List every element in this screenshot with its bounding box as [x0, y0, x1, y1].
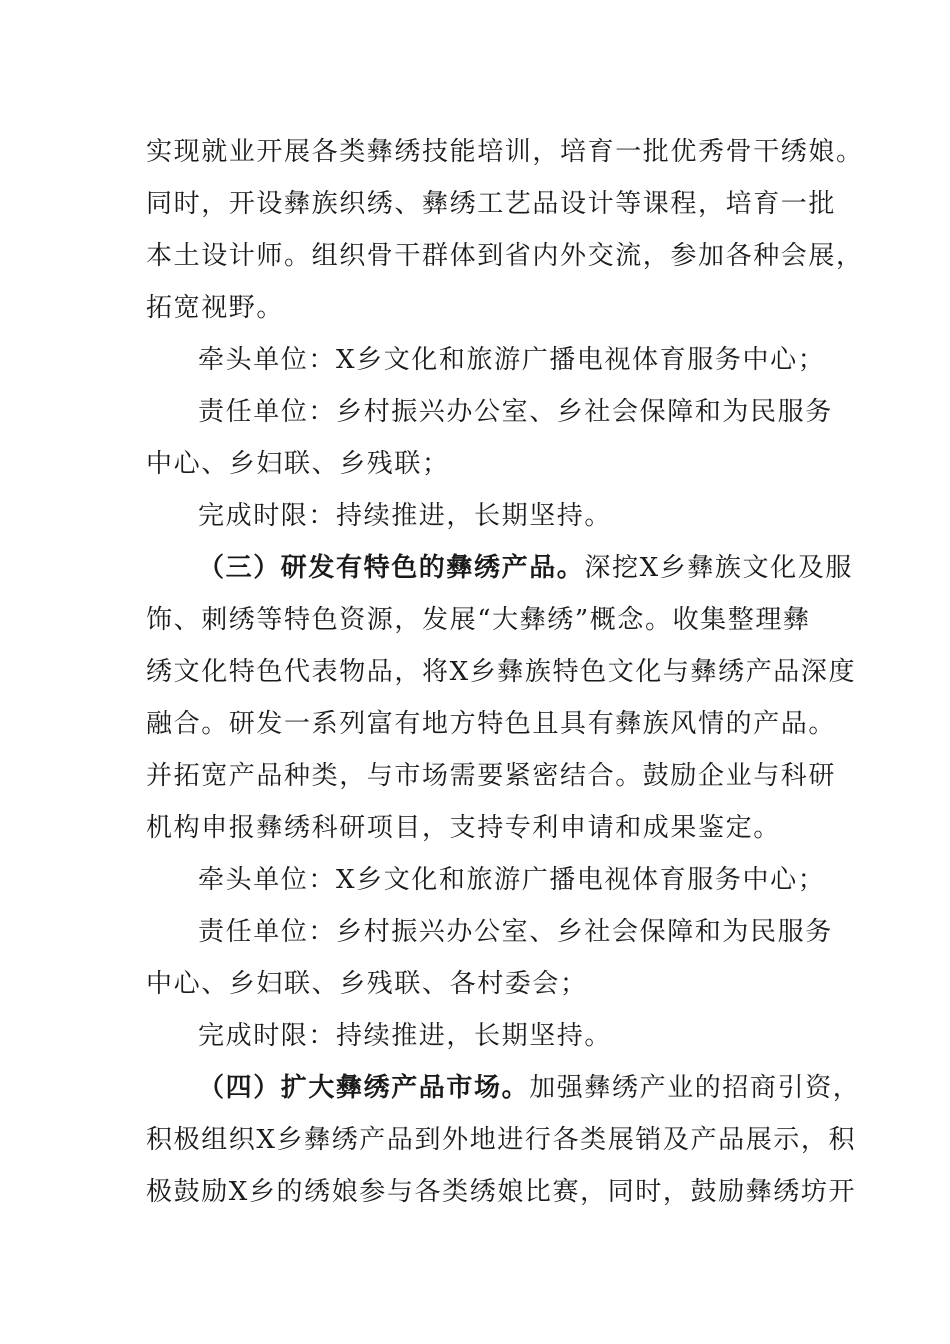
- paragraph-line: 融合。研发一系列富有地方特色且具有彝族风情的产品。: [146, 709, 837, 739]
- document-body: [146, 126, 864, 1218]
- responsible-unit-line: 责任单位：乡村振兴办公室、乡社会保障和为民服务: [198, 917, 833, 947]
- paragraph-line: 饰、刺绣等特色资源，发展“大彝绣”概念。收集整理彝: [146, 605, 811, 635]
- section-4-heading: （四）扩大彝绣产品市场。: [198, 1073, 530, 1103]
- responsible-unit-line: 责任单位：乡村振兴办公室、乡社会保障和为民服务: [198, 397, 833, 427]
- section-3-text: 深挖X乡彝族文化及服: [584, 553, 853, 583]
- deadline-line: 完成时限：持续推进，长期坚持。: [198, 1021, 613, 1051]
- lead-unit-line: 牵头单位：X乡文化和旅游广播电视体育服务中心；: [198, 345, 826, 375]
- paragraph-line: 并拓宽产品种类，与市场需要紧密结合。鼓励企业与科研: [146, 761, 837, 791]
- lead-unit-line: 牵头单位：X乡文化和旅游广播电视体育服务中心；: [198, 865, 826, 895]
- paragraph-line: 极鼓励X乡的绣娘参与各类绣娘比赛，同时，鼓励彝绣坊开: [146, 1177, 857, 1207]
- paragraph-line: 同时，开设彝族织绣、彝绣工艺品设计等课程，培育一批: [146, 189, 837, 219]
- paragraph-line: 积极组织X乡彝绣产品到外地进行各类展销及产品展示，积: [146, 1125, 857, 1155]
- paragraph-line: 本土设计师。组织骨干群体到省内外交流，参加各种会展，: [146, 241, 864, 271]
- deadline-line: 完成时限：持续推进，长期坚持。: [198, 501, 613, 531]
- paragraph-line: 绣文化特色代表物品，将X乡彝族特色文化与彝绣产品深度: [146, 657, 857, 687]
- section-3-heading: （三）研发有特色的彝绣产品。: [198, 553, 585, 583]
- responsible-unit-line: 中心、乡妇联、乡残联、各村委会；: [146, 969, 588, 999]
- paragraph-line: 实现就业开展各类彝绣技能培训，培育一批优秀骨干绣娘。: [146, 137, 864, 167]
- paragraph-line: 机构申报彝绣科研项目，支持专利申请和成果鉴定。: [146, 813, 781, 843]
- section-4-text: 加强彝绣产业的招商引资，: [529, 1073, 861, 1103]
- responsible-unit-line: 中心、乡妇联、乡残联；: [146, 449, 450, 479]
- section-4-first-line: [146, 1062, 861, 1114]
- paragraph-line: 拓宽视野。: [146, 293, 285, 323]
- section-3-first-line: [146, 542, 853, 594]
